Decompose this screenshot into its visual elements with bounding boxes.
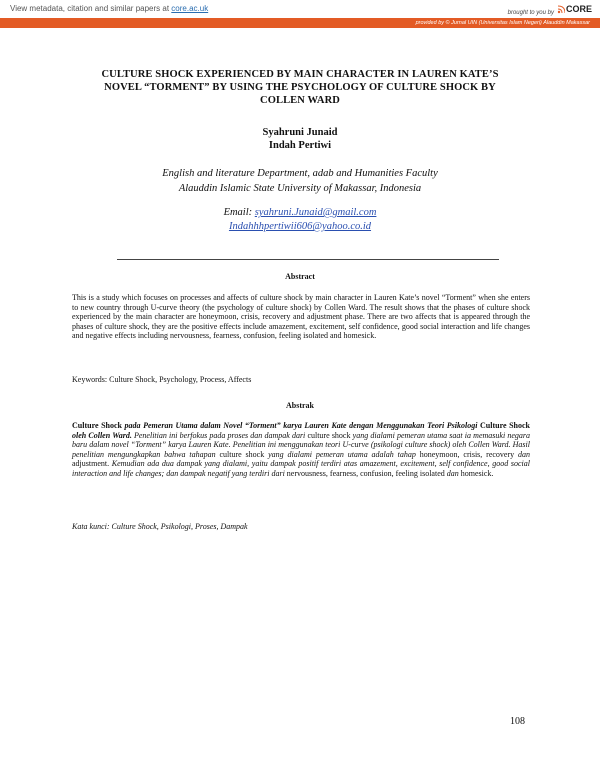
abstrak-seg-10: honeymoon, crisis, recovery [419,449,519,459]
affiliation-line-2: Alauddin Islamic State University of Makassar, Indonesia [178,183,422,194]
abstrak-seg-12: adjustment. [72,459,110,469]
email-link-1[interactable]: syahruni.Junaid@gmail.com [254,207,377,218]
abstrak-seg-2: pada Pemeran Utama dalam Novel “Torment” karya Lauren Kate dengan Menggunakan Teori Psikologi [121,421,481,430]
divider [117,259,499,260]
core-view-text: View metadata, citation and similar papers at [10,4,172,13]
core-site-link[interactable]: core.ac.uk [171,4,209,13]
abstrak-seg-14: nervousness, fearness, confusion, feeling isolated [286,468,447,478]
page-number: 108 [510,716,525,727]
keywords: Keywords: Culture Shock, Psychology, Process, Affects [72,375,252,384]
abstract-heading: Abstract [285,272,315,281]
affiliation-line-1: English and literature Department, adab and Humanities Faculty [162,168,438,179]
core-logo-icon [557,5,565,14]
provided-by-bar: provided by © Jurnal UIN (Universitas Islam Negeri) Alauddin Makassar [0,18,600,28]
core-logo-text: CORE [565,4,592,14]
abstrak-seg-8: culture shock [219,449,265,459]
brought-text: brought to you by [507,9,554,16]
core-banner [0,0,600,30]
author-1: Syahruni Junaid [262,127,338,138]
authors [0,126,600,152]
abstrak-seg-7: yang dialami pemeran utama saat ia memasuki negara baru dalam novel “Torment” karya Lauren Kate. Penelitian ini menggunakan teori U-curve (psikologi culture shock) oleh Collen Ward. Hasil penelitian mengungkapkan bahwa tahapan [72,430,530,459]
email-link-2[interactable]: Indahhhpertiwii606@yahoo.co.id [228,221,372,232]
core-metadata-link[interactable] [10,4,208,13]
emails [0,206,600,234]
abstrak-seg-15: dan [446,468,459,478]
abstrak-seg-13: Kemudian ada dua dampak yang dialami, yaitu dampak positif terdiri atas amazement, excitement, self confidence, good social interaction and life changes; dan dampak negatif yang terdiri dari [72,459,530,478]
abstrak-seg-5: Penelitian ini berfokus pada proses dan dampak dari [131,430,308,440]
affiliation [0,166,600,196]
title-line-1: CULTURE SHOCK EXPERIENCED BY MAIN CHARACTER IN LAUREN KATE’S [101,69,499,80]
kata-kunci: Kata kunci: Culture Shock, Psikologi, Proses, Dampak [72,522,248,531]
email-label: Email: [223,207,255,218]
abstrak-heading: Abstrak [285,401,314,410]
author-2: Indah Pertiwi [268,140,332,151]
abstrak-text [72,421,530,479]
abstrak-seg-9: yang dialami pemeran utama adalah tahap [264,449,420,459]
abstrak-seg-3: Culture Shock [480,421,530,430]
abstract-text: This is a study which focuses on processes and affects of culture shock by main character in Lauren Kate’s novel “Torment” when she enters to new country through U-curve theory (the psychology of culture shock) by Collen Ward. The result shows that the phases of culture shock experienced by the main character are honeymoon, crisis, recovery and adjustment phase. There are two affects that is appeared through the phases of culture shock, they are the positive effects include amazement, excitement, self confidence, good social interaction and life changes and negative effects including nervousness, fearness, confusion, feeling isolated and homesick. [72,293,530,341]
abstrak-seg-11: dan [518,449,531,459]
paper-title [60,68,540,107]
title-line-3: COLLEN WARD [260,95,340,106]
abstrak-seg-4: oleh Collen Ward. [72,430,132,440]
brought-to-you [508,4,592,16]
abstrak-seg-16: homesick. [458,468,494,478]
title-line-2: NOVEL “TORMENT” BY USING THE PSYCHOLOGY OF CULTURE SHOCK BY [104,82,496,93]
core-logo[interactable] [557,4,592,14]
abstrak-seg-6: culture shock [307,430,351,440]
abstrak-seg-1: Culture Shock [72,421,122,430]
